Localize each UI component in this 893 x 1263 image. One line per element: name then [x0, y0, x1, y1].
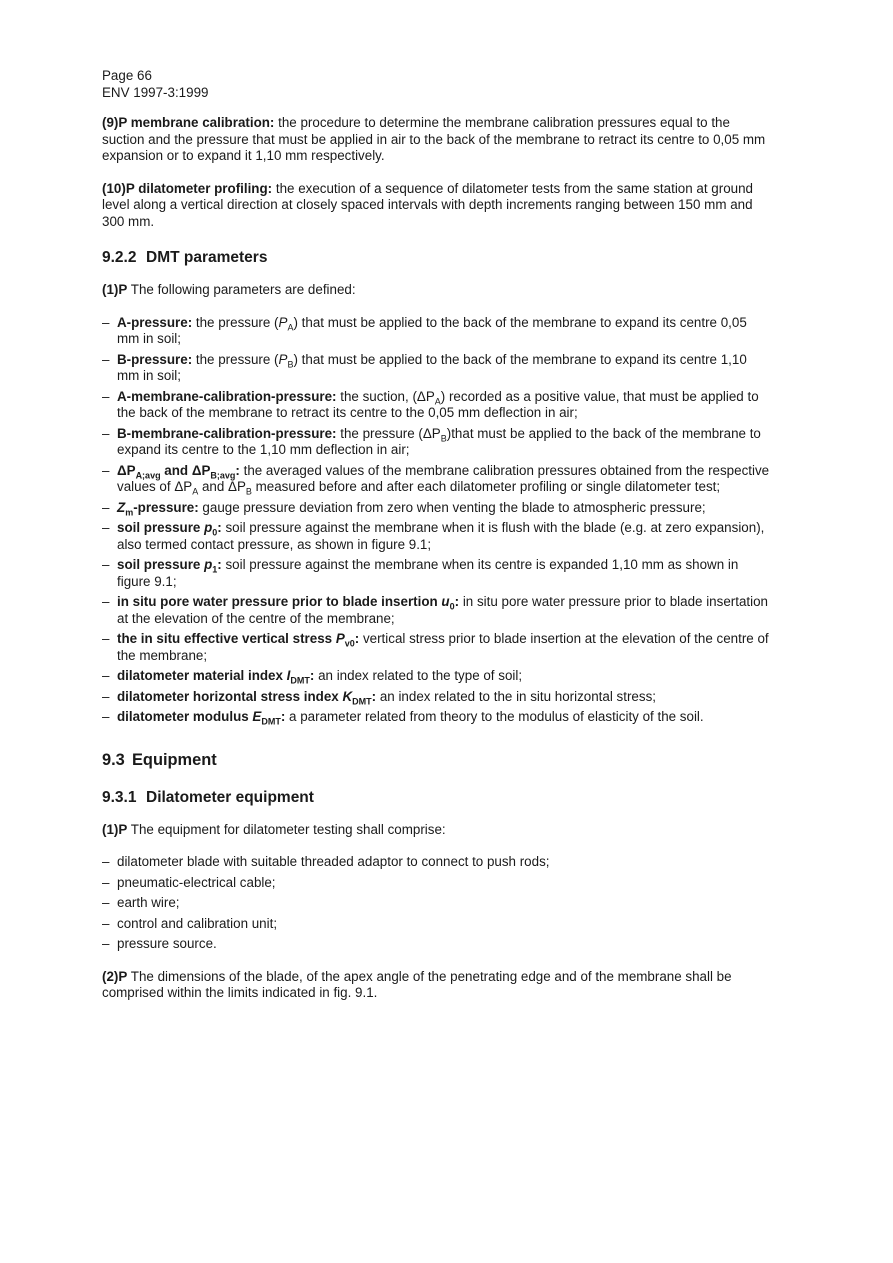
definition-10: (10)P dilatometer profiling: the execution of a sequence of dilatometer tests from the same station at ground level along a vertical direction at closely spaced intervals with depth increments ranging between 150 mm and 300 mm. — [102, 180, 753, 229]
list-item: – dilatometer horizontal stress index $K_{DMT}$: an index related to the in situ horizontal stress; — [102, 689, 770, 706]
list-item: – $Z_m$-pressure: gauge pressure deviation from zero when venting the blade to atmospheric pressure; — [102, 500, 770, 517]
list-item: – $\Delta P_{A;avg}$ and $\Delta P_{B;avg}$: the averaged values of the membrane calibration pressures obtained from the respective values of $\Delta P_A$ and $\Delta P_B$ measured before and after each dilatometer profiling or single dilatometer test; — [102, 463, 770, 496]
page-number: Page 66 — [102, 68, 152, 83]
list-item: – dilatometer blade with suitable threaded adaptor to connect to push rods; — [102, 854, 770, 871]
list-item: – dilatometer modulus $E_{DMT}$: a parameter related from theory to the modulus of elasticity of the soil. — [102, 709, 770, 726]
equipment-list — [102, 854, 770, 953]
list-item: – A-pressure: the pressure $(P_A)$ that must be applied to the back of the membrane to expand its centre 0,05 mm in soil; — [102, 315, 770, 348]
definition-9: (9)P membrane calibration: the procedure to determine the membrane calibration pressures equal to the suction and the pressure that must be applied in air to the back of the membrane to retract its centre to 0,05 mm expansion or to expand it 1,10 mm respectively. — [102, 115, 766, 163]
list-item: – pneumatic-electrical cable; — [102, 875, 770, 892]
list-item: – dilatometer material index $I_{DMT}$: an index related to the type of soil; — [102, 668, 770, 685]
section-heading-9-3: 9.3 Equipment — [102, 750, 217, 769]
document-page — [102, 67, 770, 1018]
section-intro: (1)P The following parameters are defined: — [102, 282, 356, 297]
list-item: – pressure source. — [102, 936, 770, 953]
section-intro: (1)P The equipment for dilatometer testing shall comprise: — [102, 821, 446, 837]
page-header — [102, 67, 770, 101]
list-item: – soil pressure $p_1$: soil pressure against the membrane when its centre is expanded 1,10 mm as shown in figure 9.1; — [102, 557, 770, 590]
standard-code: ENV 1997-3:1999 — [102, 85, 209, 100]
list-item: – A-membrane-calibration-pressure: the suction, $(\Delta P_A)$ recorded as a positive value, that must be applied to the back of the membrane to retract its centre to the 0,05 mm deflection in air; — [102, 389, 770, 422]
list-item: – B-pressure: the pressure $(P_B)$ that must be applied to the back of the membrane to expand its centre 1,10 mm in soil; — [102, 352, 770, 385]
section-heading-9-2-2: 9.2.2 DMT parameters — [102, 249, 268, 266]
list-item: – soil pressure $p_0$: soil pressure against the membrane when it is flush with the blade (e.g. at zero expansion), also termed contact pressure, as shown in figure 9.1; — [102, 520, 770, 553]
parameter-list — [102, 315, 770, 726]
paragraph-2p: (2)P The dimensions of the blade, of the apex angle of the penetrating edge and of the membrane shall be comprised within the limits indicated in fig. 9.1. — [102, 968, 732, 1000]
list-item: – the in situ effective vertical stress $P_{v0}$: vertical stress prior to blade insertion at the elevation of the centre of the membrane; — [102, 631, 770, 664]
list-item: – B-membrane-calibration-pressure: the pressure $(\Delta P_B)that$ must be applied to the back of the membrane to expand its centre to the 1,10 mm deflection in air; — [102, 426, 770, 459]
list-item: – earth wire; — [102, 895, 770, 912]
list-item: – control and calibration unit; — [102, 916, 770, 933]
section-heading-9-3-1: 9.3.1 Dilatometer equipment — [102, 788, 314, 806]
list-item: – in situ pore water pressure prior to blade insertion $u_0$: in situ pore water pressure prior to blade insertation at the elevation of the centre of the membrane; — [102, 594, 770, 627]
